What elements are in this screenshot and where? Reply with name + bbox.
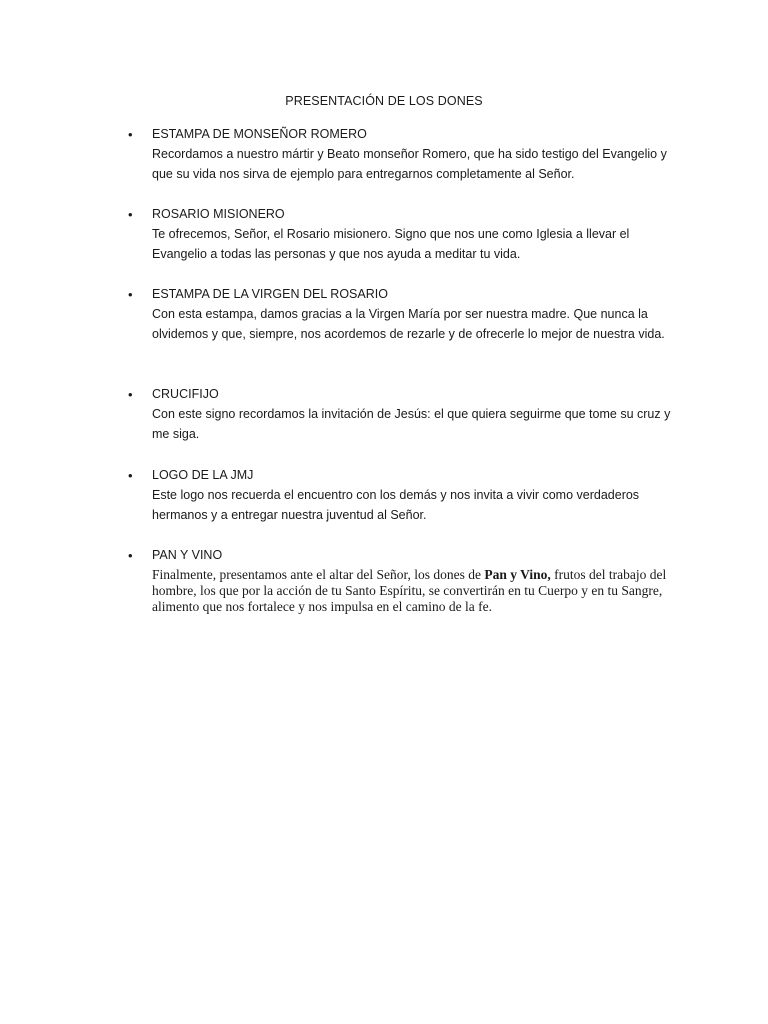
item-text xyxy=(152,567,672,615)
bullet-icon: • xyxy=(128,287,133,302)
list-item-logo-jmj xyxy=(128,467,688,525)
item-text-before: Finalmente, presentamos ante el altar del Señor, los dones de xyxy=(152,567,485,582)
item-heading: ESTAMPA DE MONSEÑOR ROMERO xyxy=(152,127,367,141)
item-text-bold: Pan y Vino, xyxy=(484,567,551,582)
item-text-after: frutos del trabajo del hombre, los que por la acción de tu Santo Espíritu, se convertirán en tu Cuerpo y en tu Sangre, alimento que nos fortalece y nos impulsa en el camino de la fe. xyxy=(152,567,667,614)
bullet-icon: • xyxy=(128,468,133,483)
item-heading: CRUCIFIJO xyxy=(152,387,219,401)
item-heading: LOGO DE LA JMJ xyxy=(152,468,254,482)
item-text: Te ofrecemos, Señor, el Rosario misionero. Signo que nos une como Iglesia a llevar el Evangelio a todas las personas y que nos ayuda a meditar tu vida. xyxy=(152,227,630,261)
item-text: Recordamos a nuestro mártir y Beato monseñor Romero, que ha sido testigo del Evangelio y que su vida nos sirva de ejemplo para entregarnos completamente al Señor. xyxy=(152,147,667,181)
list-item-crucifijo xyxy=(128,386,688,444)
item-heading: ESTAMPA DE LA VIRGEN DEL ROSARIO xyxy=(152,287,388,301)
list-item-estampa-romero xyxy=(128,126,688,184)
bullet-icon: • xyxy=(128,207,133,222)
list-item-rosario-misionero xyxy=(128,206,688,264)
bullet-icon: • xyxy=(128,127,133,142)
item-text: Con este signo recordamos la invitación de Jesús: el que quiera seguirme que tome su cruz y me siga. xyxy=(152,407,671,441)
bullet-icon: • xyxy=(128,548,133,563)
bullet-icon: • xyxy=(128,387,133,402)
list-item-estampa-virgen xyxy=(128,286,688,344)
list-item-pan-y-vino xyxy=(128,547,688,615)
item-heading: PAN Y VINO xyxy=(152,548,223,562)
item-text: Este logo nos recuerda el encuentro con los demás y nos invita a vivir como verdaderos hermanos y a entregar nuestra juventud al Señor. xyxy=(152,488,640,522)
page-title: PRESENTACIÓN DE LOS DONES xyxy=(285,94,483,108)
item-text: Con esta estampa, damos gracias a la Virgen María por ser nuestra madre. Que nunca la olvidemos y que, siempre, nos acordemos de rezarle y de ofrecerle lo mejor de nuestra vida. xyxy=(152,307,665,341)
item-heading: ROSARIO MISIONERO xyxy=(152,207,285,221)
